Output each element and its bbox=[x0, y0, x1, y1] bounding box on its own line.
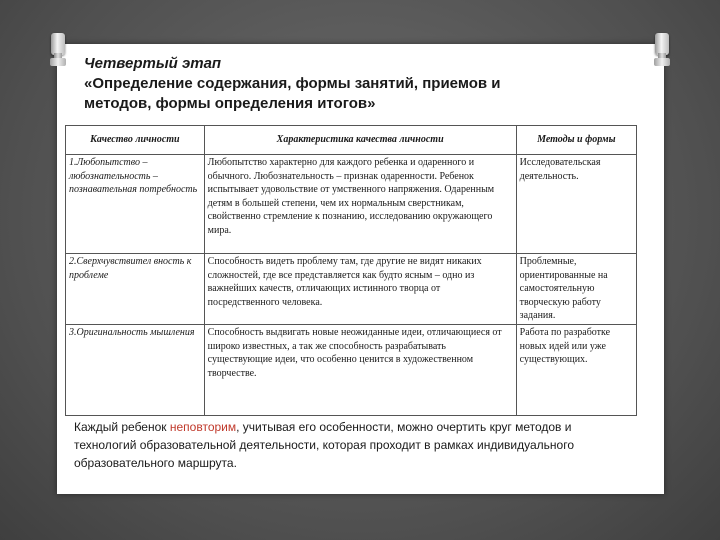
slide-title bbox=[84, 54, 644, 114]
header-quality: Качество личности bbox=[66, 126, 205, 155]
cell-methods: Работа по разработке новых идей или уже существующих. bbox=[516, 325, 636, 416]
cell-quality: 3.Оригинальность мышления bbox=[66, 325, 205, 416]
table-header-row bbox=[66, 126, 637, 155]
cell-description: Способность видеть проблему там, где другие не видят никаких сложностей, где все представляется как будто ясным – одно из важнейших качеств, отличающих истинного творца от посредственного человека. bbox=[204, 254, 516, 325]
footer-text-start: Каждый ребенок bbox=[74, 420, 170, 434]
cell-methods: Исследовательская деятельность. bbox=[516, 155, 636, 254]
cell-quality: 1.Любопытство – любознательность – познавательная потребность bbox=[66, 155, 205, 254]
table-row bbox=[66, 155, 637, 254]
footer-paragraph bbox=[74, 418, 634, 472]
cell-quality: 2.Сверхчувствител вность к проблеме bbox=[66, 254, 205, 325]
pushpin-left-icon bbox=[50, 33, 66, 73]
pushpin-right-icon bbox=[654, 33, 670, 73]
qualities-table bbox=[65, 125, 637, 416]
cell-description: Любопытство характерно для каждого ребенка и одаренного и обычного. Любознательность – признак одаренности. Ребенок испытывает удовольствие от умственного напряжения. Одаренным детям в большей степени, чем их нормальным сверстникам, свойственно стремление к познанию, исследованию окружающего мира. bbox=[204, 155, 516, 254]
footer-highlight: неповторим bbox=[169, 420, 237, 434]
cell-description: Способность выдвигать новые неожиданные идеи, отличающиеся от широко известных, а так же способность разрабатывать существующие идеи, что особенно ценится в художественном творчестве. bbox=[204, 325, 516, 416]
title-line-1: «Определение содержания, формы занятий, приемов и bbox=[84, 75, 501, 92]
footer-text-end: , учитывая его особенности, можно очертить круг методов и технологий образовательной деятельности, которая проходит в рамках индивидуального образовательного маршрута. bbox=[74, 420, 575, 470]
header-description: Характеристика качества личности bbox=[204, 126, 516, 155]
stage-label: Четвертый этап bbox=[84, 55, 222, 72]
table-row bbox=[66, 325, 637, 416]
header-methods: Методы и формы bbox=[516, 126, 636, 155]
table-row bbox=[66, 254, 637, 325]
title-line-2: методов, формы определения итогов» bbox=[84, 95, 376, 112]
cell-methods: Проблемные, ориентированные на самостоятельную творческую работу задания. bbox=[516, 254, 636, 325]
